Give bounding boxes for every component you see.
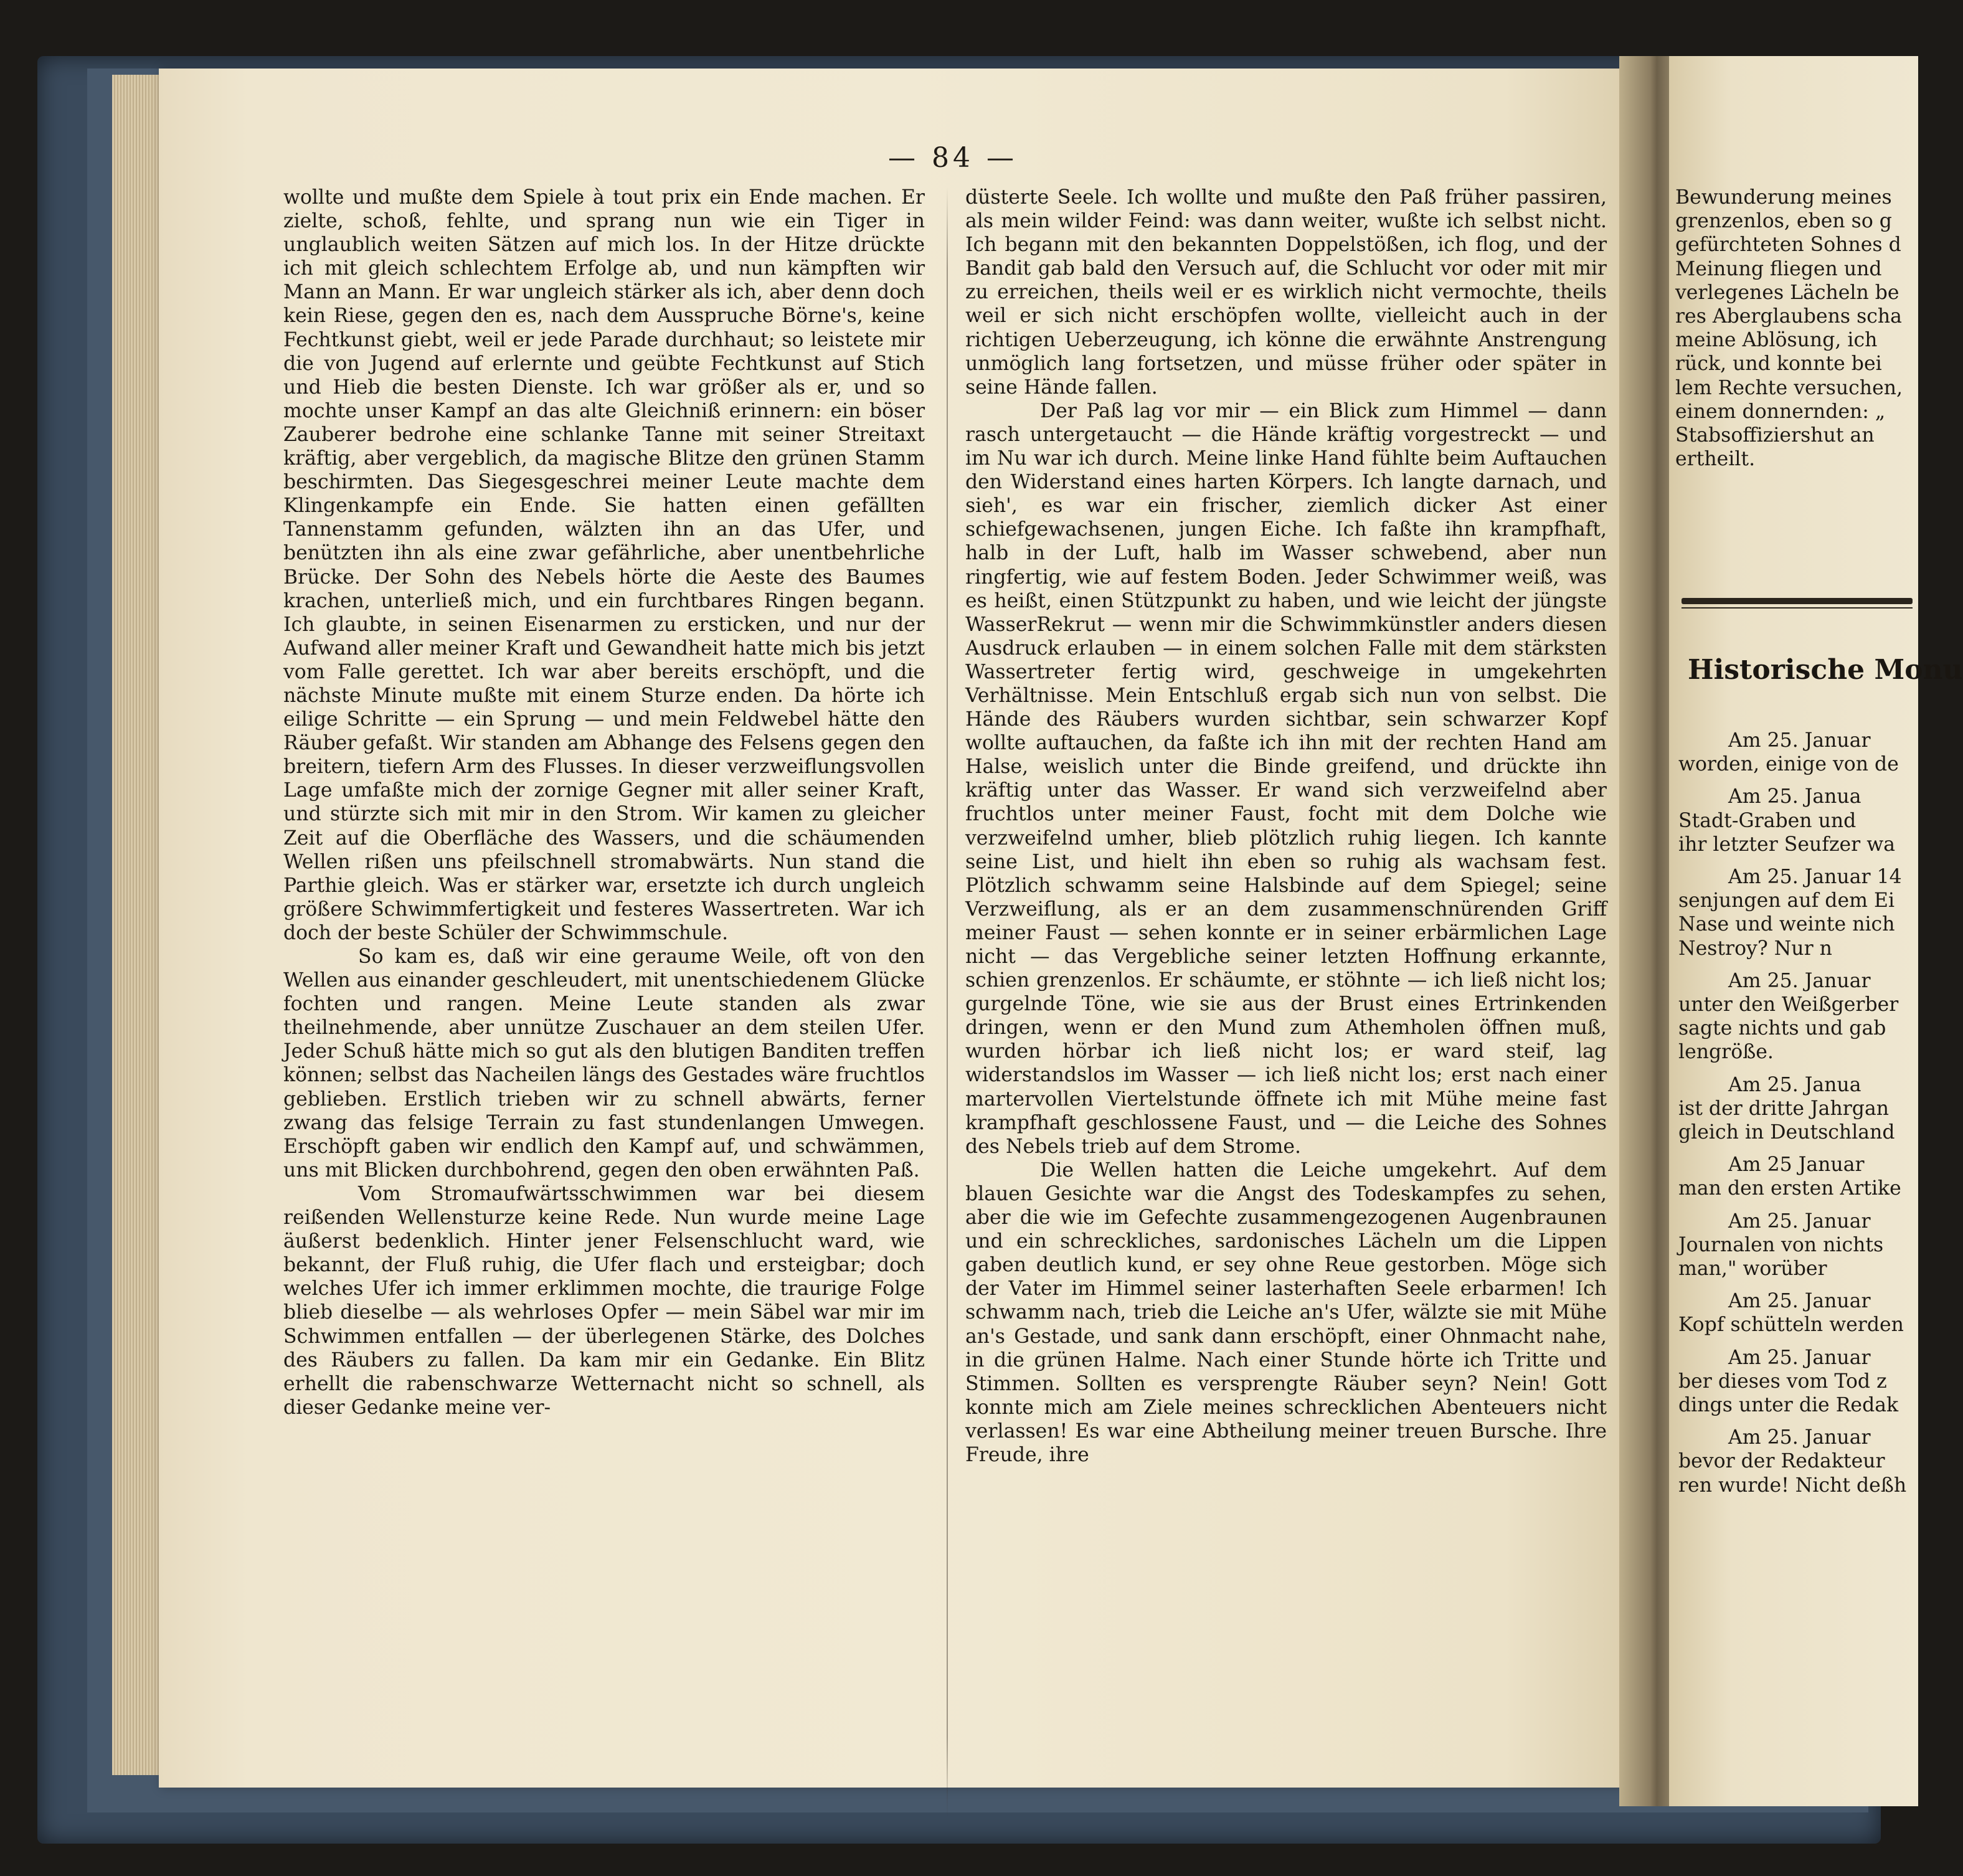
event-line: unter den Weißgerber: [1678, 993, 1899, 1016]
event-line: Am 25 Januar: [1728, 1154, 1865, 1177]
event-line: ihr letzter Seufzer wa: [1678, 833, 1895, 856]
event-line: Am 25. Januar: [1728, 1426, 1871, 1449]
text-line: meine Ablösung, ich: [1675, 329, 1878, 352]
event-entry: [1678, 729, 1915, 776]
event-line: ist der dritte Jahrgan: [1678, 1097, 1890, 1120]
paragraph: Der Paß lag vor mir — ein Blick zum Himmel — dann rasch untergetaucht — die Hände kräftig vorgestreckt — und im Nu war ich durch. Meine linke Hand fühlte beim Auftauchen den Widerstand eines harten Körpers. Ich langte darnach, und sieh', es war ein frischer, ziemlich dicker Ast einer schiefgewachsenen, jungen Eiche. Ich faßte ihn krampfhaft, halb in der Luft, halb im Wasser schwebend, aber nun ringfertig, wie auf festem Boden. Jeder Schwimmer weiß, was es heißt, einen Stützpunkt zu haben, und wie leicht der jüngste WasserRekrut — wenn mir die Schwimmkünstler anders diesen Ausdruck erlauben — in einem solchen Falle mit dem stärksten Wassertreter fertig wird, geschweige in umgekehrten Verhältnisse. Mein Entschluß ergab sich nun von selbst. Die Hände des Räubers wurden sichtbar, sein schwarzer Kopf wollte auftauchen, da faßte ich ihn mit der rechten Hand am Halse, weislich unter die Binde greifend, und drückte ihn kräftig unter das Wasser. Er wand sich verzweifelnd aber fruchtlos unter meiner Faust, focht mit dem Dolche wie verzweifelnd umher, blieb plötzlich ruhig liegen. Ich kannte seine List, und hielt ihn eben so ruhig als wachsam fest. Plötzlich schwamm seine Halsbinde auf dem Spiegel; seine Verzweiflung, als er an dem zusammenschnürenden Griff meiner Faust — sehen konnte er in seiner erbärmlichen Lage nicht — das Vergebliche seiner letzten Hoffnung erkannte, schien grenzenlos. Er schäumte, er stöhnte — ich ließ nicht los; gurgelnde Töne, wie sie aus der Brust eines Ertrinkenden dringen, wenn er den Mund zum Athemholen öffnen muß, wurden hörbar ich ließ nicht los; er ward steif, lag widerstandslos im Wasser — ich ließ nicht los; erst nach einer martervollen Viertelstunde öffnete ich mit Mühe meine fast krampfhaft geschlossene Faust, und — die Leiche des Sohnes des Nebels trieb auf dem Strome.: [965, 399, 1607, 1158]
event-line: man," worüber: [1678, 1258, 1827, 1281]
paragraph: düsterte Seele. Ich wollte und mußte den Paß früher passiren, als mein wilder Feind: was dann weiter, wußte ich selbst nicht. Ich begann mit den bekannten Doppelstößen, ich flog, und der Bandit gab bald den Versuch auf, die Schlucht vor oder mit mir zu erreichen, theils weil er es wirklich nicht vermochte, theils weil er sich nicht erschöpfen wollte, vielleicht auch in der richtigen Ueberzeugung, ich könne die erwähnte Anstrengung unmöglich lang fortsetzen, und müsse früher oder später in seine Hände fallen.: [965, 186, 1607, 399]
event-entry: [1678, 1073, 1915, 1145]
text-line: einem donnernden: „: [1675, 400, 1886, 423]
event-entry: [1678, 1153, 1915, 1200]
event-entry: [1678, 969, 1915, 1064]
event-line: worden, einige von de: [1678, 753, 1899, 776]
event-line: Am 25. Januar: [1728, 969, 1871, 992]
event-line: gleich in Deutschland: [1678, 1121, 1895, 1144]
event-line: man den ersten Artike: [1678, 1177, 1901, 1200]
event-entry: [1678, 1289, 1915, 1337]
text-line: lem Rechte versuchen,: [1675, 376, 1903, 399]
event-entry: [1678, 865, 1915, 960]
section-heading: Historische Monu: [1688, 654, 1963, 686]
text-line: Stabsoffiziershut an: [1675, 424, 1875, 447]
text-column-right: [965, 186, 1607, 1467]
event-line: Am 25. Januar: [1728, 1210, 1871, 1233]
page-number: — 84 —: [888, 142, 1018, 174]
text-line: res Aberglaubens scha: [1675, 305, 1902, 328]
text-line: grenzenlos, eben so g: [1675, 210, 1892, 233]
paragraph: Die Wellen hatten die Leiche umgekehrt. Auf dem blauen Gesichte war die Angst des Todeskampfes zu sehen, aber die wie im Gefechte zusammengezogenen Augenbraunen und ein schreckliches, sardonisches Lächeln um die Lippen gaben deutlich kund, er sey ohne Reue gestorben. Möge sich der Vater im Himmel seiner lasterhaften Seele erbarmen! Ich schwamm nach, trieb die Leiche an's Ufer, wälzte sie mit Mühe an's Gestade, und sank dann erschöpft, einer Ohnmacht nahe, in die grünen Halme. Nach einer Stunde hörte ich Tritte und Stimmen. Sollten es versprengte Räuber seyn? Nein! Gott konnte mich am Ziele meines schrecklichen Abenteuers nicht verlassen! Es war eine Abtheilung meiner treuen Bursche. Ihre Freude, ihre: [965, 1158, 1607, 1466]
event-line: Kopf schütteln werden: [1678, 1314, 1904, 1337]
event-line: Nase und weinte nich: [1678, 913, 1895, 936]
event-line: dings unter die Redak: [1678, 1394, 1899, 1417]
next-page-text: [1675, 186, 1924, 471]
event-line: ren wurde! Nicht deßh: [1678, 1474, 1907, 1497]
event-line: Stadt-Graben und: [1678, 809, 1857, 832]
event-line: Am 25. Januar 14: [1728, 866, 1902, 889]
event-line: lengröße.: [1678, 1041, 1774, 1064]
text-line: verlegenes Lächeln be: [1675, 281, 1899, 304]
event-line: sagte nichts und gab: [1678, 1017, 1886, 1040]
event-line: Am 25. Januar: [1728, 729, 1871, 752]
event-entry: [1678, 785, 1915, 856]
event-line: Am 25. Janua: [1728, 785, 1861, 808]
paragraph: So kam es, daß wir eine geraume Weile, oft von den Wellen aus einander geschleudert, mit unentschiedenem Glücke fochten und rangen. Meine Leute standen als zwar theilnehmende, aber unnütze Zuschauer an dem steilen Ufer. Jeder Schuß hätte mich so gut als den blutigen Banditen treffen können; selbst das Nacheilen längs des Gestades wäre fruchtlos geblieben. Erstlich trieben wir zu schnell abwärts, ferner zwang das felsige Terrain zu fast stundenlangen Umwegen. Erschöpft gaben wir endlich den Kampf auf, und schwämmen, uns mit Blicken durchbohrend, gegen den oben erwähnten Paß.: [283, 945, 925, 1182]
event-line: senjungen auf dem Ei: [1678, 889, 1895, 912]
event-entry: [1678, 1426, 1915, 1497]
events-list: [1678, 729, 1915, 1506]
text-column-left: [283, 186, 925, 1419]
event-line: Am 25. Januar: [1728, 1346, 1871, 1369]
text-line: Meinung fliegen und: [1675, 257, 1882, 280]
event-line: Am 25. Janua: [1728, 1073, 1861, 1096]
event-line: bevor der Redakteur: [1678, 1450, 1885, 1473]
event-line: ber dieses vom Tod z: [1678, 1370, 1887, 1393]
event-entry: [1678, 1346, 1915, 1418]
section-rule: [1682, 598, 1913, 604]
text-line: rück, und konnte bei: [1675, 353, 1882, 376]
text-line: gefürchteten Sohnes d: [1675, 234, 1901, 257]
section-rule-thin: [1682, 607, 1913, 609]
column-divider: [947, 187, 948, 1819]
paragraph: Vom Stromaufwärtsschwimmen war bei diesem reißenden Wellensturze keine Rede. Nun wurde meine Lage äußerst bedenklich. Hinter jener Felsenschlucht ward, wie bekannt, der Fluß ruhig, die Ufer flach und ersteigbar; doch welches Ufer ich immer erklimmen mochte, die traurige Folge blieb dieselbe — als wehrloses Opfer — mein Säbel war mir im Schwimmen entfallen — der überlegenen Stärke, des Dolches des Räubers zu fallen. Da kam mir ein Gedanke. Ein Blitz erhellt die rabenschwarze Wetternacht nicht so schnell, als dieser Gedanke meine ver-: [283, 1182, 925, 1419]
event-line: Nestroy? Nur n: [1678, 937, 1832, 960]
event-line: Am 25. Januar: [1728, 1290, 1871, 1313]
event-line: Journalen von nichts: [1678, 1233, 1884, 1256]
text-line: ertheilt.: [1675, 448, 1756, 471]
page-edges: [112, 75, 162, 1775]
event-entry: [1678, 1210, 1915, 1281]
text-line: Bewunderung meines: [1675, 186, 1892, 209]
paragraph: wollte und mußte dem Spiele à tout prix ein Ende machen. Er zielte, schoß, fehlte, und sprang nun wie ein Tiger in unglaublich weiten Sätzen auf mich los. In der Hitze drückte ich mit gleich schlechtem Erfolge ab, und nun kämpften wir Mann an Mann. Er war ungleich stärker als ich, aber denn doch kein Riese, gegen den es, nach dem Ausspruche Börne's, keine Fechtkunst giebt, weil er jede Parade durchhaut; so leistete mir die von Jugend auf erlernte und geübte Fechtkunst auf Stich und Hieb die besten Dienste. Ich war größer als er, und so mochte unser Kampf an das alte Gleichniß erinnern: ein böser Zauberer bedrohe eine schlanke Tanne mit seiner Streitaxt kräftig, aber vergeblich, da magische Blitze den grünen Stamm beschirmten. Das Siegesgeschrei meiner Leute machte dem Klingenkampfe ein Ende. Sie hatten einen gefällten Tannenstamm gefunden, wälzten ihn an das Ufer, und benützten ihn als eine zwar gefährliche, aber unentbehrliche Brücke. Der Sohn des Nebels hörte die Aeste des Baumes krachen, unterließ mich, und ein furchtbares Ringen begann. Ich glaubte, in seinen Eisenarmen zu ersticken, und nur der Aufwand aller meiner Kraft und Gewandheit hatte mich bis jetzt vom Falle gerettet. Ich war aber bereits erschöpft, und die nächste Minute mußte mit einem Sturze enden. Da hörte ich eilige Schritte — ein Sprung — und mein Feldwebel hätte den Räuber gefaßt. Wir standen am Abhange des Felsens gegen den breitern, tiefern Arm des Flusses. In dieser verzweiflungsvollen Lage umfaßte mich der zornige Gegner mit aller seiner Kraft, und stürzte sich mit mir in den Strom. Wir kamen zu gleicher Zeit auf die Oberfläche des Wassers, und die schäumenden Wellen rißen uns pfeilschnell stromabwärts. Nun stand die Parthie gleich. Was er stärker war, ersetzte ich durch ungleich größere Schwimmfertigkeit und festeres Wassertreten. War ich doch der beste Schüler der Schwimmschule.: [283, 186, 925, 944]
